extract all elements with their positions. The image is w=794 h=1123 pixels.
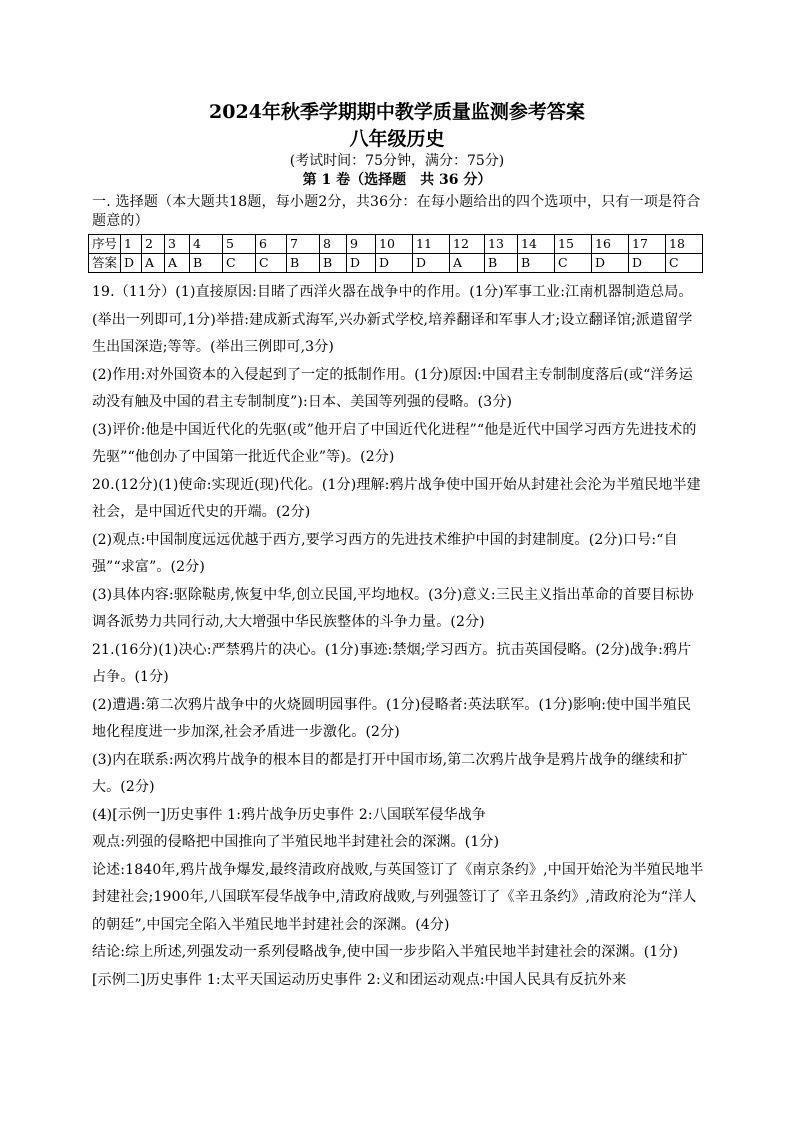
question-number-cell: 12	[450, 235, 485, 254]
answer-paragraph: (4)[示例一]历史事件 1:鸦片战争历史事件 2:八国联军侵华战争	[92, 806, 487, 823]
answer-paragraph: (2)遭遇:第二次鸦片战争中的火烧圆明园事件。(1分)侵略者:英法联军。(1分)影响:使中国半殖民地化程度进一步加深,社会矛盾进一步激化。(2分)	[92, 696, 691, 740]
answer-paragraph: [示例二]历史事件 1:太平天国运动历史事件 2:义和团运动观点:中国人民具有反抗外来	[92, 971, 627, 988]
question-number-cell: 16	[592, 235, 629, 254]
answer-paragraph: 论述:1840年,鸦片战争爆发,最终清政府战败,与英国签订了《南京条约》,中国开始沦为半殖民地半封建社会;1900年,八国联军侵华战争中,清政府战败,与列强签订了《辛丑条约》,清政府沦为“洋人的朝廷”,中国完全陷入半殖民地半封建社会的深渊。(4分)	[92, 861, 704, 933]
answer-cell: D	[413, 254, 450, 273]
answer-cell: D	[592, 254, 629, 273]
answer-cell: A	[142, 254, 165, 273]
question-number-cell: 17	[629, 235, 666, 254]
answer-cell: C	[666, 254, 703, 273]
row-label-answer: 答案	[89, 254, 121, 273]
answer-cell: A	[165, 254, 190, 273]
answer-paragraph: (3)具体内容:驱除鞑虏,恢复中华,创立民国,平均地权。(3分)意义:三民主义指出革命的首要目标协调各派势力共同行动,大大增强中华民族整体的斗争力量。(2分)	[92, 586, 694, 630]
exam-info: (考试时间：75分钟，满分：75分)	[289, 153, 505, 169]
question-number-cell: 9	[347, 235, 376, 254]
page-title: 2024年秋季学期期中教学质量监测参考答案	[209, 101, 585, 123]
answer-cell: B	[190, 254, 223, 273]
answer-cell: D	[121, 254, 142, 273]
answer-table	[88, 234, 703, 273]
answer-cell: C	[555, 254, 592, 273]
answer-cell: A	[450, 254, 485, 273]
question-number-cell: 5	[223, 235, 256, 254]
answer-cell: B	[518, 254, 555, 273]
answer-paragraph: 观点:列强的侵略把中国推向了半殖民地半封建社会的深渊。(1分)	[92, 834, 500, 850]
answer-cell: D	[376, 254, 413, 273]
row-label-number: 序号	[89, 235, 121, 254]
answer-paragraph: (2)作用:对外国资本的入侵起到了一定的抵制作用。(1分)原因:中国君主专制制度落后(或“洋务运动没有触及中国的君主专制制度”):日本、美国等列强的侵略。(3分)	[92, 366, 693, 410]
section-intro: 一. 选择题（本大题共18题，每小题2分，共36分：在每小题给出的四个选项中，只有一项是符合题意的）	[92, 194, 701, 229]
question-number-cell: 3	[165, 235, 190, 254]
answer-row	[89, 254, 703, 273]
answer-paragraph: (3)内在联系:两次鸦片战争的根本目的都是打开中国市场,第二次鸦片战争是鸦片战争的继续和扩	[92, 751, 688, 768]
answer-cell: B	[485, 254, 518, 273]
answer-cell: B	[287, 254, 320, 273]
answer-paragraph: 20.(12分)(1)使命:实现近(现)代化。(1分)理解:鸦片战争使中国开始从封建社会沦为半殖民地半建社会，是中国近代史的开端。(2分)	[92, 476, 701, 520]
answer-cell: D	[629, 254, 666, 273]
answer-cell: C	[223, 254, 256, 273]
volume-heading: 第 1 卷（选择题 共 36 分）	[302, 172, 492, 188]
answer-paragraph: (3)评价:他是中国近代化的先驱(或”他开启了中国近代化进程”“他是近代中国学习西方先进技术的先驱”“他创办了中国第一批近代企业”等)。(2分)	[92, 421, 697, 465]
question-number-cell: 6	[256, 235, 287, 254]
answer-cell: C	[256, 254, 287, 273]
answer-paragraph: 21.(16分)(1)决心:严禁鸦片的决心。(1分)事迹:禁烟;学习西方。抗击英国侵略。(2分)战争:鸦片占争。(1分)	[92, 641, 692, 685]
number-row	[89, 235, 703, 254]
question-number-cell: 4	[190, 235, 223, 254]
answer-cell: B	[320, 254, 347, 273]
question-number-cell: 18	[666, 235, 703, 254]
question-number-cell: 11	[413, 235, 450, 254]
answer-paragraph: 大。(2分)	[92, 779, 155, 795]
question-number-cell: 13	[485, 235, 518, 254]
question-number-cell: 8	[320, 235, 347, 254]
question-number-cell: 15	[555, 235, 592, 254]
answer-paragraph: 结论:综上所述,列强发动一系列侵略战争,使中国一步步陷入半殖民地半封建社会的深渊。(1分)	[92, 944, 679, 960]
question-number-cell: 1	[121, 235, 142, 254]
question-number-cell: 7	[287, 235, 320, 254]
question-number-cell: 10	[376, 235, 413, 254]
answer-paragraph: (2)观点:中国制度远远优越于西方,要学习西方的先进技术维护中国的封建制度。(2分)口号:“自强”“求富”。(2分)	[92, 531, 678, 575]
question-number-cell: 14	[518, 235, 555, 254]
answer-content	[92, 279, 704, 994]
answer-paragraph: 19.（11分）(1)直接原因:目睹了西洋火器在战争中的作用。(1分)军事工业:江南机器制造总局。(举出一列即可,1分)举措:建成新式海军,兴办新式学校,培养翻译和军事人才;设立翻译馆;派遣留学生出国深造;等等。(举出三例即可,3分)	[92, 284, 693, 355]
question-number-cell: 2	[142, 235, 165, 254]
subject-title: 八年级历史	[349, 128, 445, 150]
answer-cell: D	[347, 254, 376, 273]
